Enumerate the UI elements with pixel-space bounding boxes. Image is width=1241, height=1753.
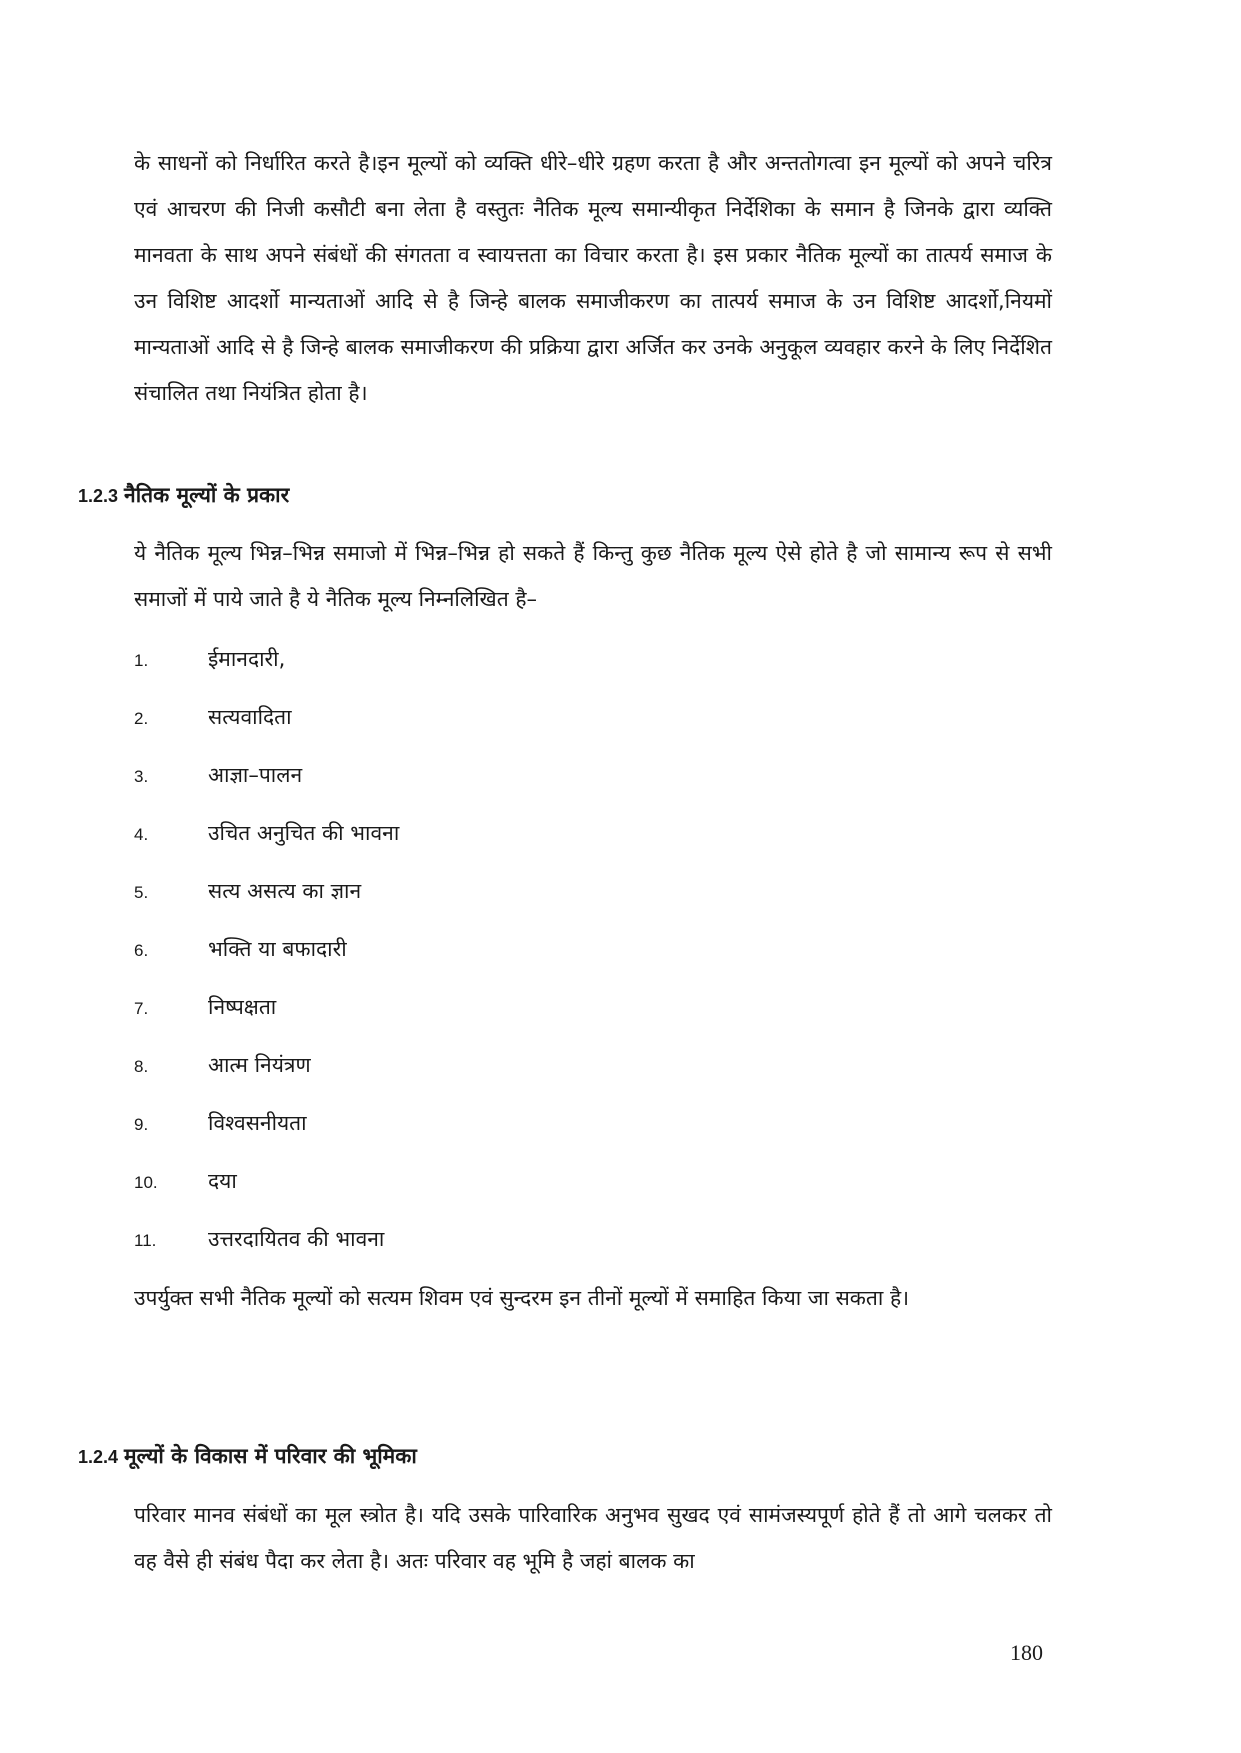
list-item: [134, 1166, 1034, 1224]
list-item: [134, 992, 1034, 1050]
section-1-2-3-intro: ये नैतिक मूल्य भिन्न–भिन्न समाजो में भिन्न–भिन्न हो सकते हैं किन्तु कुछ नैतिक मूल्य ऐसे होते है जो सामान्य रूप से सभी समाजों में पाये जाते है ये नैतिक मूल्य निम्नलिखित है–: [134, 541, 1052, 611]
list-item: [134, 702, 1034, 760]
section-heading-1-2-3: [78, 480, 289, 511]
section-1-2-3-conclusion: उपर्युक्त सभी नैतिक मूल्यों को सत्यम शिवम एवं सुन्दरम इन तीनों मूल्यों में समाहित किया जा सकता है।: [134, 1286, 910, 1310]
list-item: [134, 644, 1034, 702]
list-item-number: 8.: [134, 1057, 149, 1076]
list-item-text: सत्य असत्य का ज्ञान: [208, 879, 362, 903]
list-item: [134, 1108, 1034, 1166]
moral-values-list: [134, 644, 1034, 1282]
list-item-text: दया: [208, 1169, 237, 1193]
list-item-text: सत्यवादिता: [208, 705, 292, 729]
list-item-number: 10.: [134, 1173, 158, 1192]
list-item-number: 6.: [134, 941, 149, 960]
list-item: [134, 818, 1034, 876]
section-title: नैतिक मूल्यों के प्रकार: [124, 483, 290, 507]
section-1-2-4-paragraph: परिवार मानव संबंधों का मूल स्त्रोत है। यदि उसके पारिवारिक अनुभव सुखद एवं सामंजस्यपूर्ण होते हैं तो आगे चलकर तो वह वैसे ही संबंध पैदा कर लेता है। अतः परिवार वह भूमि है जहां बालक का: [134, 1503, 1052, 1573]
section-heading-1-2-4: [78, 1441, 417, 1472]
list-item: [134, 934, 1034, 992]
section-number: 1.2.3: [78, 486, 119, 506]
list-item-text: निष्पक्षता: [208, 995, 277, 1019]
list-item-number: 5.: [134, 883, 149, 902]
list-item: [134, 876, 1034, 934]
section-number: 1.2.4: [78, 1447, 119, 1467]
list-item: [134, 1224, 1034, 1282]
list-item-text: आत्म नियंत्रण: [208, 1053, 311, 1077]
list-item-text: उचित अनुचित की भावना: [208, 821, 400, 845]
list-item-text: ईमानदारी,: [208, 647, 286, 671]
list-item-text: आज्ञा–पालन: [208, 763, 303, 787]
list-item-text: भक्ति या बफादारी: [208, 937, 347, 961]
list-item: [134, 760, 1034, 818]
list-item-number: 2.: [134, 709, 149, 728]
list-item: [134, 1050, 1034, 1108]
list-item-number: 11.: [134, 1231, 157, 1250]
list-item-number: 3.: [134, 767, 149, 786]
page-number: 180: [1010, 1640, 1043, 1665]
list-item-number: 7.: [134, 999, 149, 1018]
list-item-text: विश्वसनीयता: [208, 1111, 307, 1135]
list-item-number: 1.: [134, 651, 149, 670]
list-item-number: 9.: [134, 1115, 149, 1134]
list-item-text: उत्तरदायितव की भावना: [208, 1227, 385, 1251]
intro-paragraph: के साधनों को निर्धारित करते है।इन मूल्यों को व्यक्ति धीरे–धीरे ग्रहण करता है और अन्ततोगत्वा इन मूल्यों को अपने चरित्र एवं आचरण की निजी कसौटी बना लेता है वस्तुतः नैतिक मूल्य समान्यीकृत निर्देशिका के समान है जिनके द्वारा व्यक्ति मानवता के साथ अपने संबंधों की संगतता व स्वायत्तता का विचार करता है। इस प्रकार नैतिक मूल्यों का तात्पर्य समाज के उन विशिष्ट आदर्शो मान्यताओं आदि से है जिन्हे बालक समाजीकरण का तात्पर्य समाज के उन विशिष्ट आदर्शो,नियमों मान्यताओं आदि से है जिन्हे बालक समाजीकरण की प्रक्रिया द्वारा अर्जित कर उनके अनुकूल व्यवहार करने के लिए निर्देशित संचालित तथा नियंत्रित होता है।: [134, 151, 1052, 405]
list-item-number: 4.: [134, 825, 149, 844]
section-title: मूल्यों के विकास में परिवार की भूमिका: [124, 1444, 417, 1468]
